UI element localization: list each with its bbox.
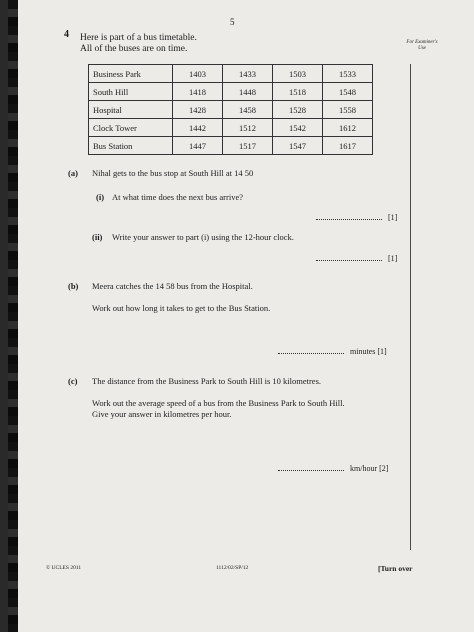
- bus-timetable: [88, 64, 373, 155]
- table-row: [89, 65, 373, 83]
- answer-line-a-i[interactable]: [316, 211, 397, 222]
- marks-c: [2]: [379, 464, 389, 473]
- answer-line-c[interactable]: [278, 462, 388, 473]
- part-b-label: (b): [68, 281, 79, 291]
- answer-line-b[interactable]: [278, 345, 387, 356]
- time-cell: 1503: [273, 65, 323, 83]
- part-c-text: The distance from the Business Park to South Hill is 10 kilometres.: [92, 376, 322, 386]
- part-b-text: Meera catches the 14 58 bus from the Hospital.: [92, 281, 253, 291]
- stop-name: South Hill: [89, 83, 173, 101]
- answer-blank[interactable]: [278, 345, 344, 354]
- answer-blank[interactable]: [316, 211, 382, 220]
- margin-line: [410, 64, 411, 550]
- time-cell: 1403: [173, 65, 223, 83]
- time-cell: 1558: [323, 101, 373, 119]
- question-intro: [80, 33, 197, 55]
- time-cell: 1447: [173, 137, 223, 155]
- time-cell: 1517: [223, 137, 273, 155]
- part-a-ii-text: Write your answer to part (i) using the 12-hour clock.: [112, 232, 294, 242]
- intro-line-1: Here is part of a bus timetable.: [80, 33, 197, 43]
- stop-name: Clock Tower: [89, 119, 173, 137]
- time-cell: 1547: [273, 137, 323, 155]
- time-cell: 1518: [273, 83, 323, 101]
- unit-c: km/hour: [350, 464, 378, 473]
- table-row: [89, 119, 373, 137]
- part-b-text-2: Work out how long it takes to get to the Bus Station.: [92, 303, 271, 313]
- part-a-text: Nihal gets to the bus stop at South Hill at 14 50: [92, 168, 254, 178]
- time-cell: 1428: [173, 101, 223, 119]
- time-cell: 1448: [223, 83, 273, 101]
- time-cell: 1533: [323, 65, 373, 83]
- intro-line-2: All of the buses are on time.: [80, 44, 188, 54]
- part-c-label: (c): [68, 376, 78, 386]
- time-cell: 1442: [173, 119, 223, 137]
- time-cell: 1418: [173, 83, 223, 101]
- answer-blank[interactable]: [278, 462, 344, 471]
- answer-line-a-ii[interactable]: [316, 252, 397, 263]
- table-row: [89, 101, 373, 119]
- time-cell: 1612: [323, 119, 373, 137]
- marks-a-ii: [1]: [388, 254, 398, 263]
- part-a-ii-label: (ii): [92, 232, 103, 242]
- copyright: © UCLES 2011: [46, 565, 82, 571]
- spiral-binding: [8, 0, 18, 632]
- page-number: 5: [230, 17, 235, 27]
- paper-code: 1112/02/SP/12: [216, 565, 249, 571]
- time-cell: 1548: [323, 83, 373, 101]
- turn-over: [Turn over: [378, 564, 413, 573]
- time-cell: 1617: [323, 137, 373, 155]
- marks-a-i: [1]: [388, 213, 398, 222]
- stop-name: Bus Station: [89, 137, 173, 155]
- part-c-text-3: Give your answer in kilometres per hour.: [92, 409, 232, 419]
- part-a-i-label: (i): [96, 192, 105, 202]
- question-number: 4: [64, 29, 69, 40]
- table-row: [89, 83, 373, 101]
- time-cell: 1458: [223, 101, 273, 119]
- stop-name: Hospital: [89, 101, 173, 119]
- stop-name: Business Park: [89, 65, 173, 83]
- table-row: [89, 137, 373, 155]
- unit-b: minutes: [350, 347, 376, 356]
- answer-blank[interactable]: [316, 252, 382, 261]
- time-cell: 1542: [273, 119, 323, 137]
- time-cell: 1528: [273, 101, 323, 119]
- examiner-use-note: For Examiner's Use: [406, 40, 438, 51]
- marks-b: [1]: [377, 347, 387, 356]
- time-cell: 1433: [223, 65, 273, 83]
- part-c-text-2: Work out the average speed of a bus from the Business Park to South Hill.: [92, 398, 345, 408]
- exam-page: [8, 0, 474, 632]
- part-a-i-text: At what time does the next bus arrive?: [112, 192, 244, 202]
- time-cell: 1512: [223, 119, 273, 137]
- part-a-label: (a): [68, 168, 78, 178]
